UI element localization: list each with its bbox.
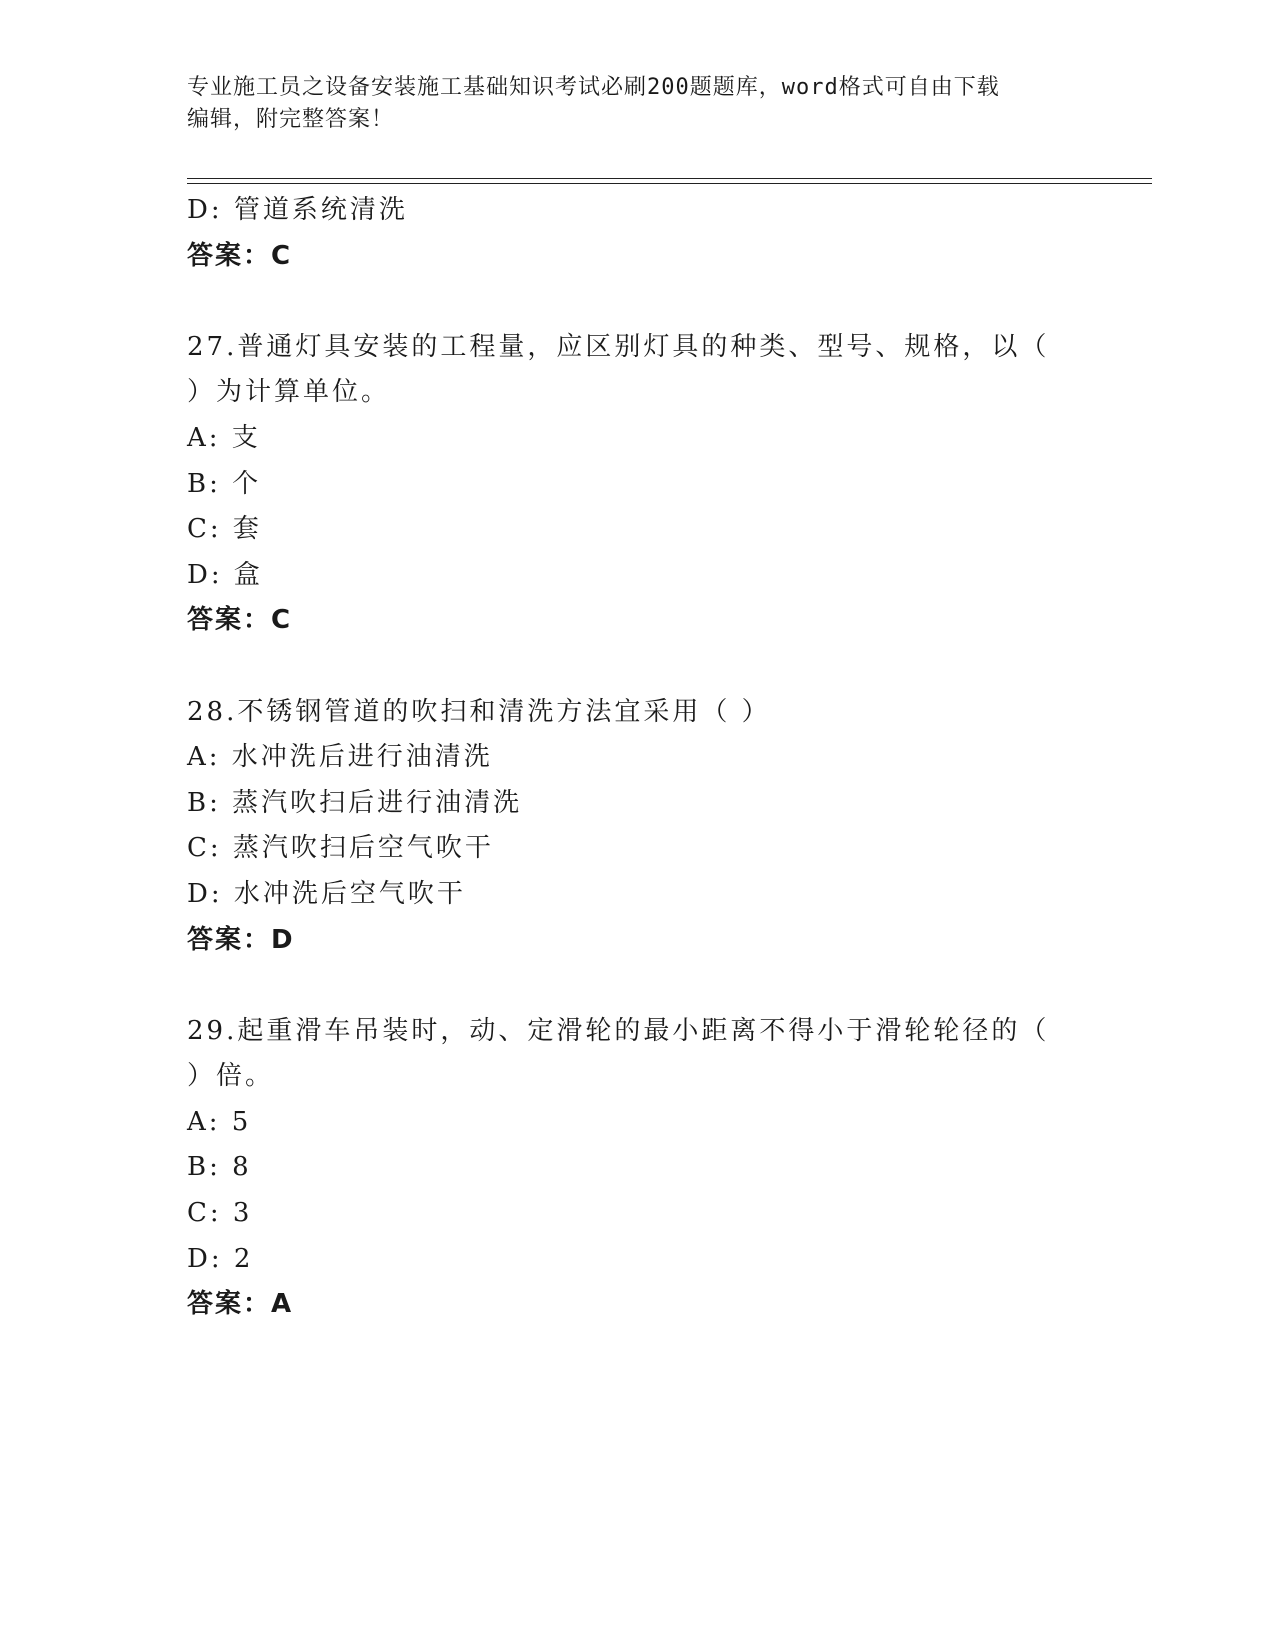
- option-a: A: 水冲洗后进行油清洗: [187, 742, 493, 773]
- option-b: B: 个: [187, 468, 262, 499]
- question-27: [187, 325, 1087, 644]
- option-d: D: 水冲洗后空气吹干: [187, 878, 466, 909]
- spacer: [187, 644, 1087, 690]
- document-header: [187, 72, 1087, 136]
- question-29: [187, 1009, 1087, 1328]
- question-stem-line-1: 28.不锈钢管道的吹扫和清洗方法宜采用（ ）: [187, 696, 771, 727]
- spacer: [187, 279, 1087, 325]
- header-line-1: 专业施工员之设备安装施工基础知识考试必刷200题题库，word格式可自由下载: [187, 75, 1000, 100]
- answer-label: 答案：C: [187, 605, 293, 636]
- question-stem-line-1: 29.起重滑车吊装时，动、定滑轮的最小距离不得小于滑轮轮径的（: [187, 1015, 1050, 1046]
- option-c: C: 蒸汽吹扫后空气吹干: [187, 833, 494, 864]
- answer-label: 答案：C: [187, 240, 293, 271]
- question-stem-line-2: ）为计算单位。: [187, 377, 391, 408]
- option-a: A: 5: [187, 1106, 252, 1137]
- option-d: D: 盒: [187, 559, 263, 590]
- question-26-tail: [187, 188, 1087, 279]
- option-c: C: 套: [187, 514, 262, 545]
- option-c: C: 3: [187, 1198, 253, 1229]
- spacer: [187, 963, 1087, 1009]
- answer-label: 答案：D: [187, 924, 295, 955]
- answer-label: 答案：A: [187, 1289, 294, 1320]
- question-28: [187, 690, 1087, 964]
- header-rule-bottom: [187, 183, 1152, 184]
- question-stem-line-2: ）倍。: [187, 1061, 275, 1092]
- option-d: D: 2: [187, 1243, 254, 1274]
- question-stem-line-1: 27.普通灯具安装的工程量，应区别灯具的种类、型号、规格，以（: [187, 331, 1050, 362]
- header-line-2: 编辑，附完整答案！: [187, 107, 395, 132]
- document-body: [187, 188, 1087, 1328]
- header-rule-top: [187, 178, 1152, 179]
- option-d: D: 管道系统清洗: [187, 195, 408, 225]
- option-b: B: 蒸汽吹扫后进行油清洗: [187, 787, 523, 818]
- option-b: B: 8: [187, 1152, 252, 1183]
- option-a: A: 支: [187, 422, 261, 453]
